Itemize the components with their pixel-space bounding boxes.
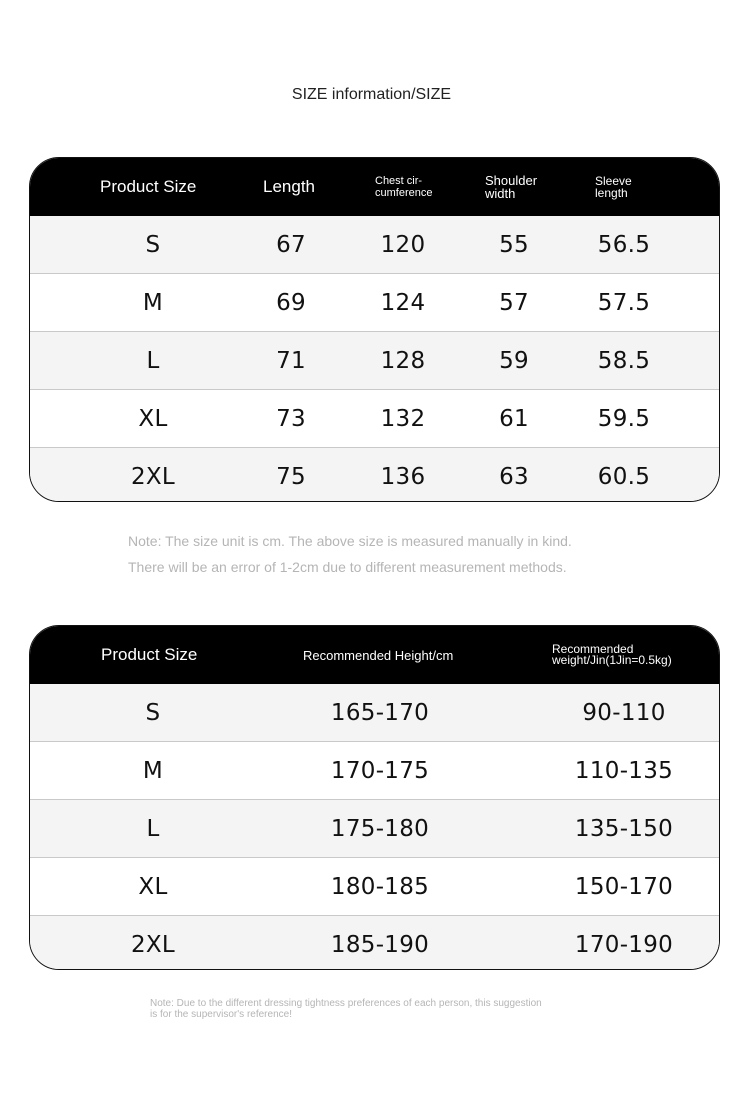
table-row <box>30 741 719 799</box>
table-row <box>30 684 719 741</box>
table-row <box>30 799 719 857</box>
header-product-size: Product Size <box>101 645 198 664</box>
header-chest-line2: cumference <box>375 187 433 199</box>
cell-sleeve: 57.5 <box>597 289 651 316</box>
size-measurement-table <box>29 157 720 502</box>
cell-size: S <box>145 699 161 726</box>
header-product-size: Product Size <box>100 177 197 196</box>
table-row <box>30 273 719 331</box>
cell-length: 71 <box>276 347 306 374</box>
cell-chest: 120 <box>380 231 426 258</box>
header-shoulder-line1: Shoulder <box>485 173 538 188</box>
header-chest <box>375 158 432 216</box>
header-sleeve <box>595 158 632 216</box>
header-recommended-weight <box>552 626 672 684</box>
cell-weight: 135-150 <box>574 815 674 842</box>
cell-height: 165-170 <box>330 699 430 726</box>
cell-size: XL <box>138 405 168 432</box>
cell-size: L <box>146 347 160 374</box>
cell-length: 75 <box>276 463 306 490</box>
cell-length: 73 <box>276 405 306 432</box>
cell-sleeve: 59.5 <box>597 405 651 432</box>
header-weight-line1: Recommended <box>552 642 634 656</box>
table-row <box>30 389 719 447</box>
cell-shoulder: 57 <box>499 289 529 316</box>
table-row <box>30 857 719 915</box>
cell-size: S <box>145 231 161 258</box>
header-sleeve-line2: length <box>595 186 628 200</box>
table-row <box>30 331 719 389</box>
header-shoulder-line2: width <box>485 186 516 201</box>
cell-weight: 110-135 <box>574 757 674 784</box>
cell-sleeve: 56.5 <box>597 231 651 258</box>
table-header <box>30 626 719 684</box>
cell-chest: 128 <box>380 347 426 374</box>
cell-weight: 90-110 <box>582 699 666 726</box>
cell-size: L <box>146 815 160 842</box>
cell-height: 170-175 <box>330 757 430 784</box>
header-weight-line2: weight/Jin(1Jin=0.5kg) <box>552 653 672 667</box>
cell-weight: 150-170 <box>574 873 674 900</box>
size-recommendation-table <box>29 625 720 970</box>
measurement-note-line1: Note: The size unit is cm. The above size is measured manually in kind. <box>128 533 572 549</box>
cell-length: 69 <box>276 289 306 316</box>
table-body <box>30 216 719 502</box>
cell-size: 2XL <box>130 931 176 958</box>
recommendation-note <box>150 998 600 1020</box>
table-row <box>30 216 719 273</box>
header-sleeve-line1: Sleeve <box>595 174 632 188</box>
table-header <box>30 158 719 216</box>
table-row <box>30 447 719 502</box>
cell-chest: 132 <box>380 405 426 432</box>
header-recommended-height: Recommended Height/cm <box>303 647 454 663</box>
header-shoulder <box>485 158 537 216</box>
cell-size: XL <box>138 873 168 900</box>
header-length: Length <box>263 177 315 196</box>
measurement-note <box>128 528 572 580</box>
cell-chest: 136 <box>380 463 426 490</box>
cell-weight: 170-190 <box>574 931 674 958</box>
cell-height: 180-185 <box>330 873 430 900</box>
cell-shoulder: 55 <box>499 231 529 258</box>
cell-size: M <box>142 289 164 316</box>
cell-chest: 124 <box>380 289 426 316</box>
cell-size: M <box>142 757 164 784</box>
measurement-note-line2: There will be an error of 1-2cm due to different measurement methods. <box>128 559 567 575</box>
cell-height: 185-190 <box>330 931 430 958</box>
page-title: SIZE information/SIZE <box>291 86 452 103</box>
recommendation-note-line1: Note: Due to the different dressing tightness preferences of each person, this suggestion <box>150 998 542 1009</box>
cell-sleeve: 60.5 <box>597 463 651 490</box>
cell-shoulder: 59 <box>499 347 529 374</box>
cell-length: 67 <box>276 231 306 258</box>
header-chest-line1: Chest cir- <box>375 175 423 187</box>
cell-size: 2XL <box>130 463 176 490</box>
cell-height: 175-180 <box>330 815 430 842</box>
cell-sleeve: 58.5 <box>597 347 651 374</box>
table-body <box>30 684 719 970</box>
cell-shoulder: 61 <box>499 405 529 432</box>
recommendation-note-line2: is for the supervisor's reference! <box>150 1009 292 1020</box>
table-row <box>30 915 719 970</box>
cell-shoulder: 63 <box>499 463 529 490</box>
